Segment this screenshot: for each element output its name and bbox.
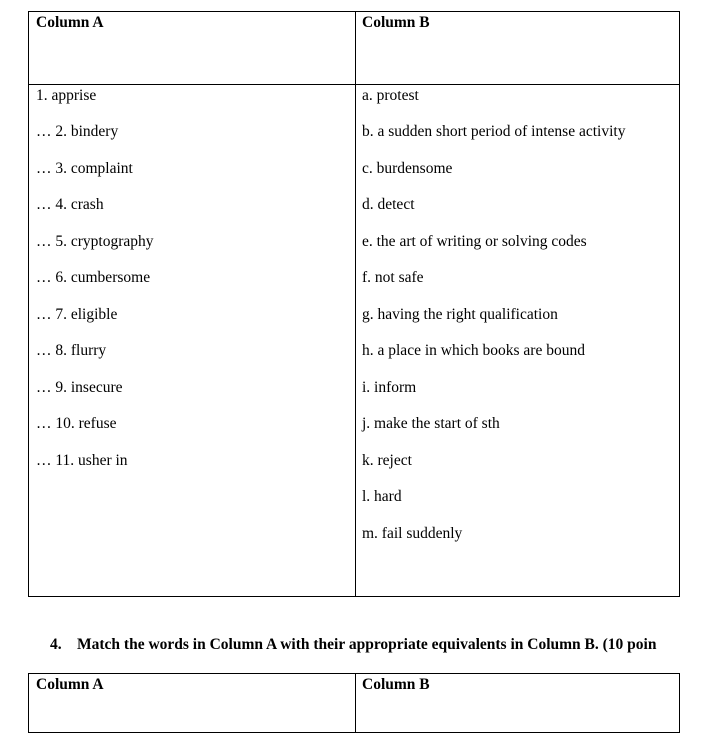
column-b-item: f. not safe (362, 269, 424, 286)
column-a-item: … 11. usher in (36, 452, 128, 469)
column-b-item: k. reject (362, 452, 412, 469)
column-b-item: l. hard (362, 488, 402, 505)
column-a-item: … 6. cumbersome (36, 269, 151, 286)
column-a-item: … 7. eligible (36, 306, 118, 323)
column-a-item: … 3. complaint (36, 160, 133, 177)
header-divider (29, 84, 679, 85)
column-divider (355, 12, 356, 596)
question-text: Match the words in Column A with their appropriate equivalents in Column B. (10 poin (77, 636, 657, 653)
column-b-header: Column B (362, 14, 430, 31)
column-a-item: … 5. cryptography (36, 233, 154, 250)
column-b-header: Column B (362, 676, 430, 693)
column-b-item: j. make the start of sth (362, 415, 500, 432)
column-b-item: h. a place in which books are bound (362, 342, 585, 359)
question-4-instruction (50, 636, 656, 654)
column-b-item: i. inform (362, 379, 417, 396)
column-b-item: a. protest (362, 87, 419, 104)
question-number: 4. (50, 636, 62, 653)
column-b-item: c. burdensome (362, 160, 453, 177)
column-b-item: m. fail suddenly (362, 525, 463, 542)
column-b-item: d. detect (362, 196, 415, 213)
column-a-item: … 10. refuse (36, 415, 117, 432)
matching-table-1 (28, 11, 680, 597)
column-a-item: … 8. flurry (36, 342, 107, 359)
column-a-header: Column A (36, 14, 104, 31)
column-a-item: … 9. insecure (36, 379, 123, 396)
column-b-item: b. a sudden short period of intense activity (362, 123, 626, 140)
column-a-header: Column A (36, 676, 104, 693)
column-a-item: … 4. crash (36, 196, 104, 213)
column-b-item: e. the art of writing or solving codes (362, 233, 587, 250)
column-a-item: … 2. bindery (36, 123, 119, 140)
column-divider (355, 674, 356, 732)
matching-table-2 (28, 673, 680, 733)
column-b-item: g. having the right qualification (362, 306, 558, 323)
column-a-item: 1. apprise (36, 87, 97, 104)
